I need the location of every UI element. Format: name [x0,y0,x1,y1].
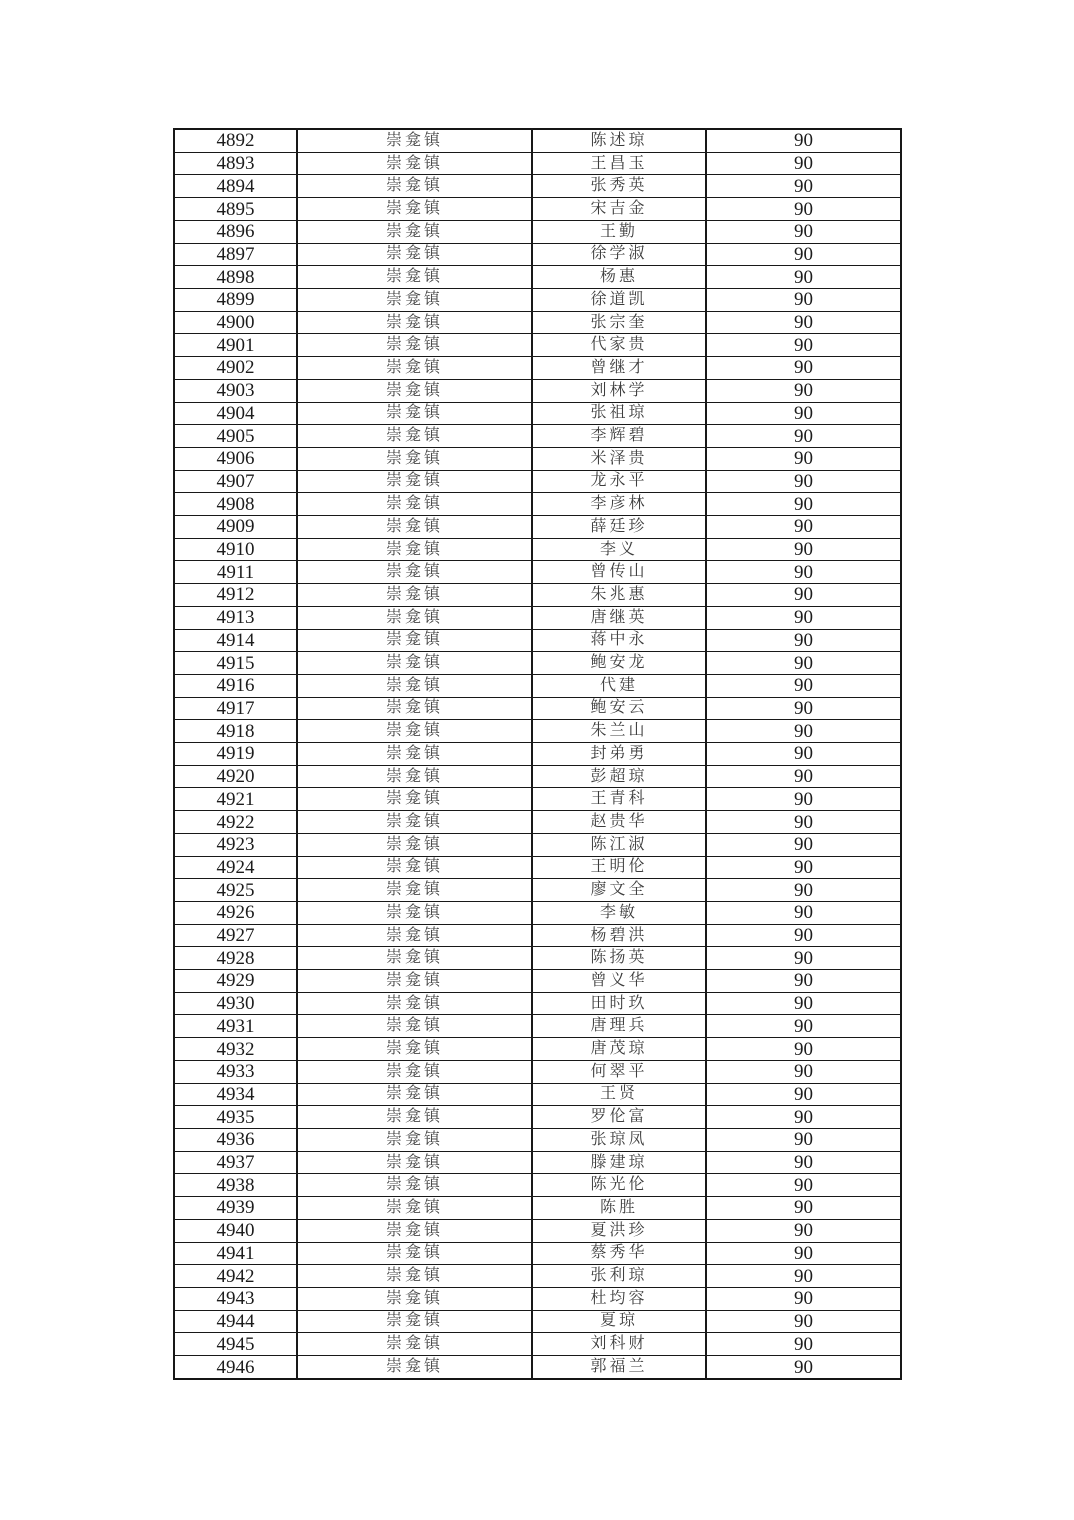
score-cell: 90 [706,266,901,289]
town-cell: 崇龛镇 [297,674,532,697]
serial-cell: 4911 [174,561,297,584]
table-row [174,425,901,448]
serial-cell: 4898 [174,266,297,289]
town-cell: 崇龛镇 [297,1060,532,1083]
table-row [174,493,901,516]
score-cell: 90 [706,879,901,902]
score-cell: 90 [706,1287,901,1310]
score-cell: 90 [706,1197,901,1220]
score-cell: 90 [706,652,901,675]
table-row [174,743,901,766]
serial-cell: 4941 [174,1242,297,1265]
name-cell: 刘林学 [532,379,706,402]
name-cell: 蔡秀华 [532,1242,706,1265]
town-cell: 崇龛镇 [297,697,532,720]
score-cell: 90 [706,629,901,652]
score-cell: 90 [706,220,901,243]
table-row [174,720,901,743]
town-cell: 崇龛镇 [297,652,532,675]
name-cell: 滕建琼 [532,1151,706,1174]
town-cell: 崇龛镇 [297,402,532,425]
serial-cell: 4920 [174,765,297,788]
table-row [174,243,901,266]
town-cell: 崇龛镇 [297,220,532,243]
score-cell: 90 [706,1083,901,1106]
name-cell: 彭超琼 [532,765,706,788]
serial-cell: 4904 [174,402,297,425]
town-cell: 崇龛镇 [297,129,532,152]
name-cell: 王青科 [532,788,706,811]
name-cell: 杨惠 [532,266,706,289]
table-row [174,970,901,993]
serial-cell: 4931 [174,1015,297,1038]
serial-cell: 4896 [174,220,297,243]
table-row [174,1174,901,1197]
town-cell: 崇龛镇 [297,1174,532,1197]
town-cell: 崇龛镇 [297,1310,532,1333]
name-cell: 李辉碧 [532,425,706,448]
table-row [174,1129,901,1152]
table-row [174,629,901,652]
score-cell: 90 [706,1015,901,1038]
serial-cell: 4921 [174,788,297,811]
serial-cell: 4917 [174,697,297,720]
serial-cell: 4937 [174,1151,297,1174]
table-row [174,1333,901,1356]
name-cell: 王明伦 [532,856,706,879]
town-cell: 崇龛镇 [297,1333,532,1356]
serial-cell: 4927 [174,924,297,947]
table-row [174,856,901,879]
serial-cell: 4901 [174,334,297,357]
score-cell: 90 [706,493,901,516]
table-row [174,584,901,607]
table-row [174,266,901,289]
name-cell: 田时玖 [532,992,706,1015]
table-row [174,674,901,697]
serial-cell: 4900 [174,311,297,334]
table-row [174,379,901,402]
name-cell: 代建 [532,674,706,697]
name-cell: 徐道凯 [532,288,706,311]
table-row [174,220,901,243]
serial-cell: 4942 [174,1265,297,1288]
serial-cell: 4940 [174,1219,297,1242]
name-cell: 曾义华 [532,970,706,993]
serial-cell: 4893 [174,152,297,175]
score-cell: 90 [706,1038,901,1061]
table-row [174,1151,901,1174]
serial-cell: 4926 [174,901,297,924]
table-row [174,1287,901,1310]
table-row [174,198,901,221]
serial-cell: 4929 [174,970,297,993]
name-cell: 陈胜 [532,1197,706,1220]
score-cell: 90 [706,1151,901,1174]
town-cell: 崇龛镇 [297,856,532,879]
name-cell: 宋吉金 [532,198,706,221]
table-row [174,901,901,924]
name-cell: 郭福兰 [532,1356,706,1379]
town-cell: 崇龛镇 [297,1015,532,1038]
serial-cell: 4915 [174,652,297,675]
name-cell: 夏琼 [532,1310,706,1333]
score-cell: 90 [706,243,901,266]
name-cell: 张秀英 [532,175,706,198]
town-cell: 崇龛镇 [297,720,532,743]
score-cell: 90 [706,175,901,198]
table-row [174,879,901,902]
town-cell: 崇龛镇 [297,970,532,993]
name-cell: 刘科财 [532,1333,706,1356]
score-cell: 90 [706,924,901,947]
town-cell: 崇龛镇 [297,561,532,584]
name-cell: 张祖琼 [532,402,706,425]
score-cell: 90 [706,788,901,811]
serial-cell: 4919 [174,743,297,766]
table-row [174,1083,901,1106]
town-cell: 崇龛镇 [297,879,532,902]
score-cell: 90 [706,584,901,607]
town-cell: 崇龛镇 [297,833,532,856]
serial-cell: 4916 [174,674,297,697]
serial-cell: 4924 [174,856,297,879]
table-row [174,1060,901,1083]
serial-cell: 4899 [174,288,297,311]
serial-cell: 4909 [174,516,297,539]
table-row [174,402,901,425]
name-cell: 杜均容 [532,1287,706,1310]
score-cell: 90 [706,674,901,697]
name-cell: 王贤 [532,1083,706,1106]
serial-cell: 4935 [174,1106,297,1129]
serial-cell: 4908 [174,493,297,516]
town-cell: 崇龛镇 [297,447,532,470]
serial-cell: 4912 [174,584,297,607]
serial-cell: 4892 [174,129,297,152]
serial-cell: 4905 [174,425,297,448]
serial-cell: 4938 [174,1174,297,1197]
town-cell: 崇龛镇 [297,516,532,539]
score-cell: 90 [706,334,901,357]
town-cell: 崇龛镇 [297,288,532,311]
serial-cell: 4894 [174,175,297,198]
name-cell: 张利琼 [532,1265,706,1288]
table-row [174,924,901,947]
table-row [174,288,901,311]
name-cell: 代家贵 [532,334,706,357]
records-table [173,128,902,1380]
serial-cell: 4923 [174,833,297,856]
table-row [174,1242,901,1265]
score-cell: 90 [706,425,901,448]
table-row [174,152,901,175]
score-cell: 90 [706,1265,901,1288]
town-cell: 崇龛镇 [297,538,532,561]
table-row [174,1015,901,1038]
table-row [174,561,901,584]
score-cell: 90 [706,901,901,924]
score-cell: 90 [706,538,901,561]
serial-cell: 4945 [174,1333,297,1356]
table-row [174,1265,901,1288]
serial-cell: 4946 [174,1356,297,1379]
serial-cell: 4936 [174,1129,297,1152]
score-cell: 90 [706,992,901,1015]
table-row [174,1197,901,1220]
score-cell: 90 [706,833,901,856]
score-cell: 90 [706,947,901,970]
serial-cell: 4910 [174,538,297,561]
name-cell: 唐理兵 [532,1015,706,1038]
serial-cell: 4903 [174,379,297,402]
table-row [174,811,901,834]
table-row [174,652,901,675]
town-cell: 崇龛镇 [297,947,532,970]
name-cell: 陈述琼 [532,129,706,152]
table-row [174,1219,901,1242]
serial-cell: 4928 [174,947,297,970]
table-row [174,992,901,1015]
table-row [174,1310,901,1333]
town-cell: 崇龛镇 [297,198,532,221]
score-cell: 90 [706,1129,901,1152]
serial-cell: 4943 [174,1287,297,1310]
table-row [174,334,901,357]
name-cell: 杨碧洪 [532,924,706,947]
score-cell: 90 [706,743,901,766]
town-cell: 崇龛镇 [297,788,532,811]
score-cell: 90 [706,970,901,993]
score-cell: 90 [706,561,901,584]
name-cell: 李义 [532,538,706,561]
name-cell: 张琼凤 [532,1129,706,1152]
town-cell: 崇龛镇 [297,629,532,652]
town-cell: 崇龛镇 [297,606,532,629]
score-cell: 90 [706,288,901,311]
serial-cell: 4897 [174,243,297,266]
table-row [174,833,901,856]
town-cell: 崇龛镇 [297,901,532,924]
table-row [174,1106,901,1129]
serial-cell: 4902 [174,357,297,380]
town-cell: 崇龛镇 [297,493,532,516]
score-cell: 90 [706,357,901,380]
table-row [174,311,901,334]
name-cell: 夏洪珍 [532,1219,706,1242]
table-row [174,447,901,470]
score-cell: 90 [706,311,901,334]
name-cell: 廖文全 [532,879,706,902]
name-cell: 陈光伦 [532,1174,706,1197]
town-cell: 崇龛镇 [297,152,532,175]
town-cell: 崇龛镇 [297,470,532,493]
serial-cell: 4930 [174,992,297,1015]
records-table-body [174,129,901,1379]
serial-cell: 4944 [174,1310,297,1333]
town-cell: 崇龛镇 [297,425,532,448]
town-cell: 崇龛镇 [297,311,532,334]
score-cell: 90 [706,1242,901,1265]
table-row [174,470,901,493]
name-cell: 蒋中永 [532,629,706,652]
name-cell: 曾传山 [532,561,706,584]
town-cell: 崇龛镇 [297,334,532,357]
name-cell: 徐学淑 [532,243,706,266]
name-cell: 曾继才 [532,357,706,380]
table-row [174,175,901,198]
name-cell: 陈扬英 [532,947,706,970]
score-cell: 90 [706,1174,901,1197]
town-cell: 崇龛镇 [297,765,532,788]
town-cell: 崇龛镇 [297,379,532,402]
serial-cell: 4913 [174,606,297,629]
table-row [174,129,901,152]
score-cell: 90 [706,1333,901,1356]
score-cell: 90 [706,765,901,788]
serial-cell: 4918 [174,720,297,743]
serial-cell: 4932 [174,1038,297,1061]
score-cell: 90 [706,470,901,493]
town-cell: 崇龛镇 [297,357,532,380]
score-cell: 90 [706,1219,901,1242]
score-cell: 90 [706,720,901,743]
town-cell: 崇龛镇 [297,175,532,198]
town-cell: 崇龛镇 [297,992,532,1015]
name-cell: 鲍安龙 [532,652,706,675]
name-cell: 王勤 [532,220,706,243]
town-cell: 崇龛镇 [297,1356,532,1379]
name-cell: 李敏 [532,901,706,924]
score-cell: 90 [706,1310,901,1333]
town-cell: 崇龛镇 [297,1287,532,1310]
table-row [174,1356,901,1379]
serial-cell: 4934 [174,1083,297,1106]
name-cell: 朱兆惠 [532,584,706,607]
table-row [174,697,901,720]
town-cell: 崇龛镇 [297,584,532,607]
name-cell: 张宗奎 [532,311,706,334]
town-cell: 崇龛镇 [297,924,532,947]
table-row [174,1038,901,1061]
name-cell: 朱兰山 [532,720,706,743]
serial-cell: 4907 [174,470,297,493]
score-cell: 90 [706,152,901,175]
name-cell: 何翠平 [532,1060,706,1083]
table-row [174,947,901,970]
serial-cell: 4925 [174,879,297,902]
name-cell: 赵贵华 [532,811,706,834]
name-cell: 薛廷珍 [532,516,706,539]
table-row [174,765,901,788]
town-cell: 崇龛镇 [297,1219,532,1242]
name-cell: 龙永平 [532,470,706,493]
town-cell: 崇龛镇 [297,811,532,834]
name-cell: 鲍安云 [532,697,706,720]
name-cell: 封弟勇 [532,743,706,766]
name-cell: 米泽贵 [532,447,706,470]
name-cell: 唐继英 [532,606,706,629]
score-cell: 90 [706,129,901,152]
town-cell: 崇龛镇 [297,1106,532,1129]
town-cell: 崇龛镇 [297,1129,532,1152]
score-cell: 90 [706,447,901,470]
score-cell: 90 [706,856,901,879]
name-cell: 唐茂琼 [532,1038,706,1061]
town-cell: 崇龛镇 [297,743,532,766]
score-cell: 90 [706,1060,901,1083]
town-cell: 崇龛镇 [297,266,532,289]
table-row [174,516,901,539]
town-cell: 崇龛镇 [297,1242,532,1265]
name-cell: 罗伦富 [532,1106,706,1129]
serial-cell: 4906 [174,447,297,470]
serial-cell: 4939 [174,1197,297,1220]
score-cell: 90 [706,1106,901,1129]
table-row [174,788,901,811]
score-cell: 90 [706,402,901,425]
town-cell: 崇龛镇 [297,243,532,266]
serial-cell: 4895 [174,198,297,221]
serial-cell: 4933 [174,1060,297,1083]
table-row [174,357,901,380]
score-cell: 90 [706,198,901,221]
serial-cell: 4922 [174,811,297,834]
score-cell: 90 [706,1356,901,1379]
score-cell: 90 [706,697,901,720]
score-cell: 90 [706,811,901,834]
town-cell: 崇龛镇 [297,1151,532,1174]
table-row [174,606,901,629]
name-cell: 李彦林 [532,493,706,516]
name-cell: 陈江淑 [532,833,706,856]
score-cell: 90 [706,516,901,539]
town-cell: 崇龛镇 [297,1038,532,1061]
serial-cell: 4914 [174,629,297,652]
town-cell: 崇龛镇 [297,1197,532,1220]
score-cell: 90 [706,379,901,402]
town-cell: 崇龛镇 [297,1083,532,1106]
table-row [174,538,901,561]
name-cell: 王昌玉 [532,152,706,175]
town-cell: 崇龛镇 [297,1265,532,1288]
score-cell: 90 [706,606,901,629]
